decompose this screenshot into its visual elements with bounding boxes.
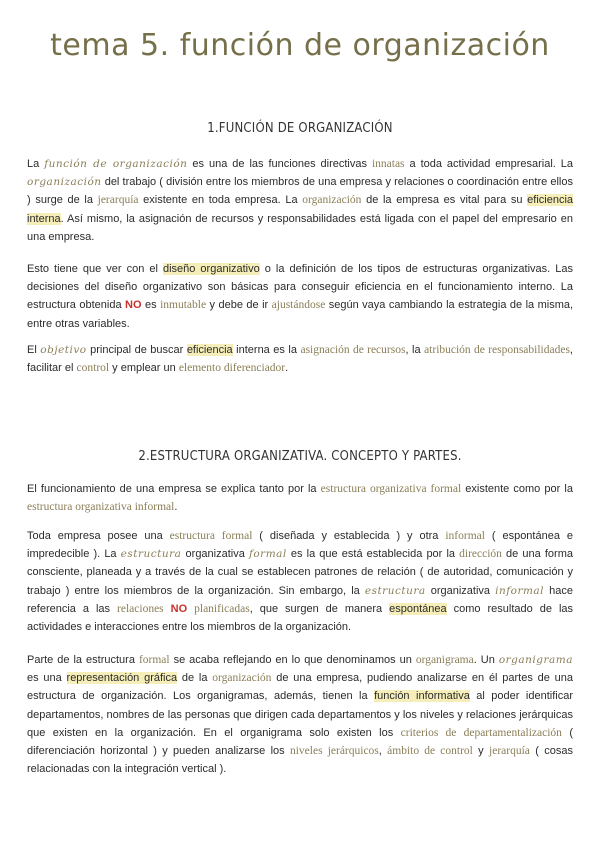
serif-term: planificadas xyxy=(194,602,250,615)
text-run: principal de buscar xyxy=(86,344,187,356)
text-run: Toda empresa posee una xyxy=(27,530,170,542)
text-run: de la empresa es vital para su xyxy=(361,194,528,207)
script-term: informal xyxy=(495,584,545,597)
text-run: ( diseñada y establecida ) y otra xyxy=(252,530,446,542)
serif-term: estructura organizativa formal xyxy=(320,483,462,495)
serif-term: organización xyxy=(212,672,272,685)
text-run: interna es la xyxy=(232,344,301,356)
text-run: Parte de la estructura xyxy=(27,654,139,666)
serif-term: estructura formal xyxy=(169,530,253,542)
serif-term: inmutable xyxy=(160,299,207,312)
script-term: objetivo xyxy=(40,344,87,356)
paragraph-1-3 xyxy=(27,341,573,377)
text-run: El funcionamiento de una empresa se explica tanto por la xyxy=(27,483,321,495)
text-run: ( diferenciación horizontal ) y pueden analizarse los xyxy=(27,726,573,758)
serif-term: jerarquía xyxy=(489,745,530,758)
script-term: organigrama xyxy=(498,654,573,666)
paragraph-1-1 xyxy=(27,155,573,246)
text-run: ( espontánea e impredecible ). La xyxy=(27,530,573,561)
script-term: organización xyxy=(27,176,102,189)
text-run: organizativa xyxy=(425,584,496,597)
serif-term: control xyxy=(76,362,110,375)
serif-term: criterios de departamentalización xyxy=(400,726,562,739)
text-run: El xyxy=(27,344,41,356)
serif-term: informal xyxy=(445,530,485,542)
text-run: es una de las funciones directivas xyxy=(187,158,372,170)
serif-term: asignación de recursos xyxy=(300,344,406,356)
text-run: La xyxy=(27,158,45,170)
paragraph-2-3 xyxy=(27,651,573,778)
serif-term: ámbito de control xyxy=(387,745,473,758)
text-run: . Un xyxy=(473,654,499,666)
page-title: tema 5. función de organización xyxy=(50,28,550,63)
red-emphasis: NO xyxy=(125,299,142,312)
text-run: ( cosas relacionadas con la integración vertical ). xyxy=(27,745,573,776)
text-run: y xyxy=(472,745,490,758)
text-run: , la xyxy=(405,344,425,356)
script-term: estructura xyxy=(120,548,182,561)
script-term: formal xyxy=(248,548,287,561)
highlight: espontánea xyxy=(389,602,447,615)
red-emphasis: NO xyxy=(170,602,188,615)
serif-term: organigrama xyxy=(415,654,474,666)
serif-term: estructura organizativa informal xyxy=(27,501,175,514)
text-run: y emplear un xyxy=(109,362,179,375)
text-run: según vaya cambiando la estrategia de la misma, entre otras variables. xyxy=(27,299,574,330)
text-run: y debe de ir xyxy=(206,299,272,312)
text-run: de una empresa, pudiendo analizarse en él partes de una estructura de organización. Los organigramas, además, tienen la xyxy=(27,672,573,703)
text-run: es la que está establecida por la xyxy=(286,548,460,561)
text-run: como resultado de las actividades e interacciones entre los miembros de la organización. xyxy=(27,602,574,634)
text-run: del trabajo ( división entre los miembros de una empresa y relaciones o coordinación entre ellos ) surge de la xyxy=(27,176,573,207)
text-run: existente como por la xyxy=(461,483,573,495)
serif-term: organización xyxy=(302,194,362,207)
serif-term: niveles jerárquicos xyxy=(289,745,379,758)
section-heading-2: 2.ESTRUCTURA ORGANIZATIVA. CONCEPTO Y PARTES. xyxy=(138,449,462,464)
paragraph-2-2 xyxy=(27,527,573,636)
text-run: existente en toda empresa. La xyxy=(138,194,303,207)
serif-term: atribución de responsabilidades xyxy=(424,344,570,356)
serif-term: ajustándose xyxy=(271,299,326,312)
text-run: de una forma consciente, planeada y a través de la cual se establecen patrones de relación ( de autoridad, comunicación y trabajo ) entre los miembros de la organización. Sin embargo, la xyxy=(27,548,573,597)
text-run: , que surgen de manera xyxy=(249,602,390,615)
text-run: es una xyxy=(27,672,67,685)
text-run xyxy=(164,603,171,615)
text-run: o la definición de los tipos de estructuras organizativas. Las decisiones del diseño organizativo son básicas para conseguir eficiencia en el funcionamiento interno. La estructura obtenida xyxy=(27,263,573,312)
text-run: . xyxy=(174,501,178,514)
paragraph-2-1 xyxy=(27,480,573,516)
text-run: hace referencia a las xyxy=(27,584,573,615)
text-run: de la xyxy=(177,672,213,685)
serif-term: elemento diferenciador xyxy=(178,362,286,375)
paragraph-1-2 xyxy=(27,260,573,333)
section-heading-1: 1.FUNCIÓN DE ORGANIZACIÓN xyxy=(207,121,393,136)
highlight: diseño organizativo xyxy=(162,263,260,275)
text-run: se acaba reflejando en lo que denominamos un xyxy=(169,654,416,666)
highlight: función informativa xyxy=(374,690,470,703)
text-run: al poder identificar departamentos, nombres de las personas que dirigen cada departamentos y los niveles y relaciones jerárquicas que existen en la organización. En el organigrama solo existen los xyxy=(27,690,573,739)
text-run: , xyxy=(378,745,388,758)
text-run: Esto tiene que ver con el xyxy=(27,263,163,275)
highlight: eficiencia interna xyxy=(27,194,573,225)
script-term: función de organización xyxy=(44,158,188,170)
serif-term: formal xyxy=(138,654,170,666)
text-run: es xyxy=(141,299,161,312)
script-term: estructura xyxy=(364,584,426,597)
serif-term: innatas xyxy=(371,158,405,170)
text-run: . xyxy=(285,362,289,375)
highlight: representación gráfica xyxy=(66,672,178,685)
text-run: a toda actividad empresarial. La xyxy=(404,158,574,170)
highlight: eficiencia xyxy=(186,344,233,356)
serif-term: relaciones xyxy=(117,602,164,615)
text-run: . Así mismo, la asignación de recursos y responsabilidades está ligada con el papel del empresario en una empresa. xyxy=(27,212,573,243)
serif-term: jerarquía xyxy=(97,194,139,207)
serif-term: dirección xyxy=(459,548,502,561)
text-run: organizativa xyxy=(181,548,249,561)
text-run: , facilitar el xyxy=(27,344,573,375)
